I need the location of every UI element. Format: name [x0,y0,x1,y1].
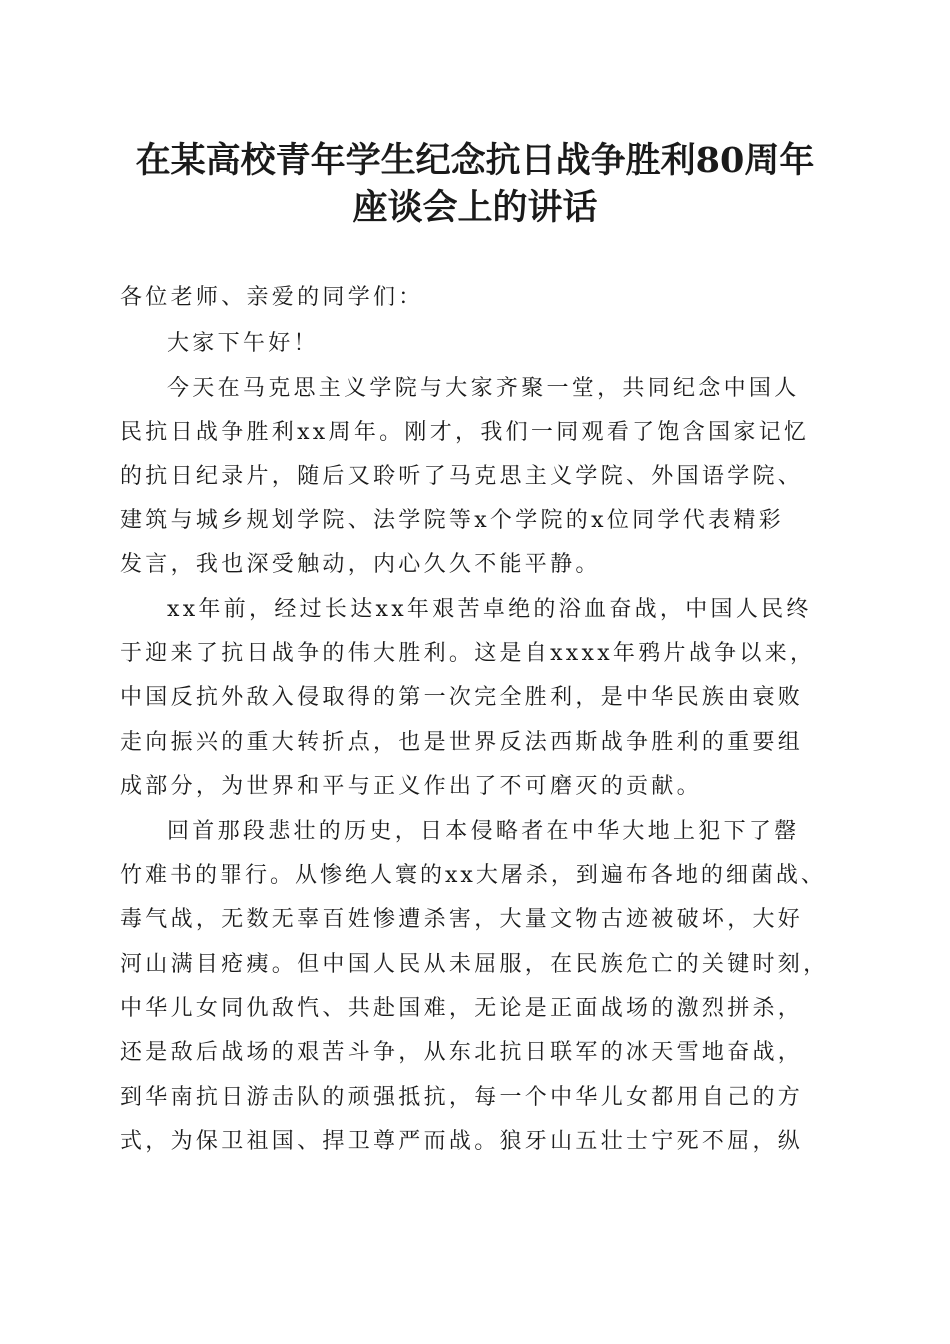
paragraph-1-line-4: 建筑与城乡规划学院、法学院等x个学院的x位同学代表精彩 [120,508,784,533]
paragraph-3-line-6: 还是敌后战场的艰苦斗争，从东北抗日联军的冰天雪地奋战， [120,1040,804,1065]
paragraph-3-line-5: 中华儿女同仇敌忾、共赴国难，无论是正面战场的激烈拼杀， [120,996,804,1021]
paragraph-3-line-1: 回首那段悲壮的历史，日本侵略者在中华大地上犯下了罄 [167,819,800,844]
paragraph-3-line-4: 河山满目疮痍。但中国人民从未屈服，在民族危亡的关键时刻， [120,952,829,977]
paragraph-3-line-2: 竹难书的罪行。从惨绝人寰的xx大屠杀，到遍布各地的细菌战、 [120,863,826,888]
salutation-line: 各位老师、亲爱的同学们： [120,285,424,310]
greeting-line: 大家下午好！ [167,331,319,356]
paragraph-2-line-1: xx年前，经过长达xx年艰苦卓绝的浴血奋战，中国人民终 [167,597,812,622]
paragraph-1-line-2: 民抗日战争胜利xx周年。刚才，我们一同观看了饱含国家记忆 [120,420,810,445]
paragraph-3-line-8: 式，为保卫祖国、捍卫尊严而战。狼牙山五壮士宁死不屈，纵 [120,1129,804,1154]
paragraph-2-line-3: 中国反抗外敌入侵取得的第一次完全胜利，是中华民族由衰败 [120,685,804,710]
paragraph-1-line-3: 的抗日纪录片，随后又聆听了马克思主义学院、外国语学院、 [120,464,804,489]
document-title-line-2: 座谈会上的讲话 [352,187,598,228]
paragraph-1-line-1: 今天在马克思主义学院与大家齐聚一堂，共同纪念中国人 [167,376,800,401]
paragraph-3-line-7: 到华南抗日游击队的顽强抵抗，每一个中华儿女都用自己的方 [120,1085,804,1110]
paragraph-3-line-3: 毒气战，无数无辜百姓惨遭杀害，大量文物古迹被破坏，大好 [120,907,804,932]
paragraph-1-line-5: 发言，我也深受触动，内心久久不能平静。 [120,552,601,577]
paragraph-2-line-4: 走向振兴的重大转折点，也是世界反法西斯战争胜利的重要组 [120,730,804,755]
document-title-line-1: 在某高校青年学生纪念抗日战争胜利80周年 [135,140,815,181]
paragraph-2-line-5: 成部分，为世界和平与正义作出了不可磨灭的贡献。 [120,774,702,799]
paragraph-2-line-2: 于迎来了抗日战争的伟大胜利。这是自xxxx年鸦片战争以来， [120,641,816,666]
